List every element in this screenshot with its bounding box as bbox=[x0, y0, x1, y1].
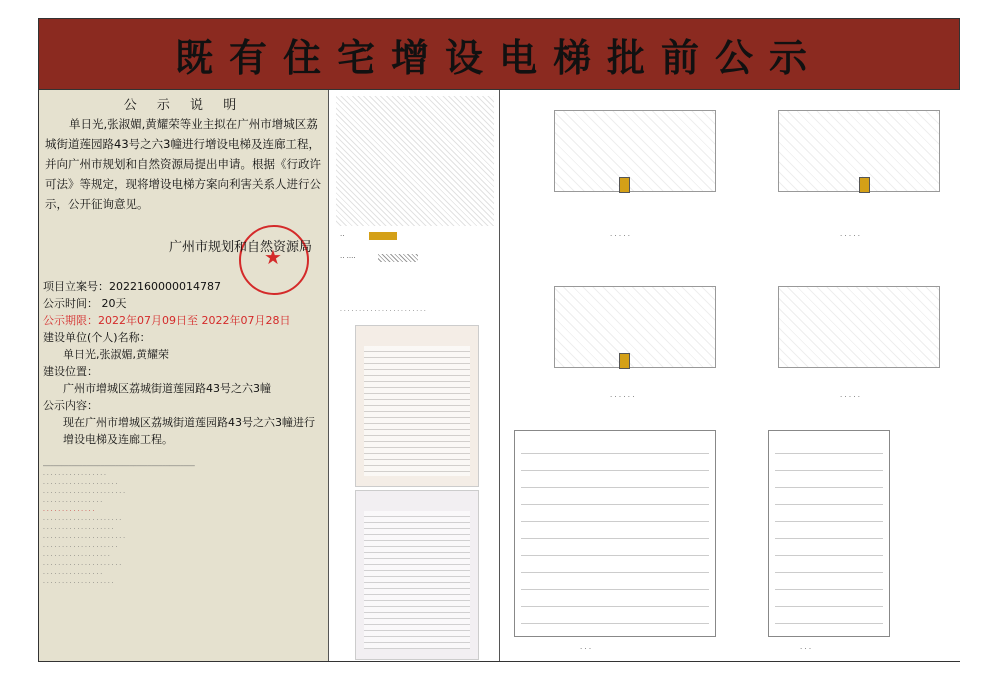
applicant-names: 单日光,张淑媚,黄耀荣 bbox=[63, 348, 169, 361]
page-title: 既有住宅增设电梯批前公示 bbox=[174, 34, 823, 80]
authority-name: 广州市规划和自然资源局 bbox=[169, 240, 313, 255]
document-caption: · · · · · · · · · · · · · · · · · · · · · · · bbox=[340, 308, 426, 315]
legend-row-building: ·· ···· bbox=[340, 254, 490, 262]
site-map-image bbox=[336, 96, 494, 226]
location-value: 广州市增城区荔城街道莲园路43号之六3幢 bbox=[63, 382, 271, 395]
notice-dates: 公示期限：2022年07月09日至 2022年07月28日 bbox=[43, 314, 291, 327]
lift-marker bbox=[619, 353, 630, 369]
title-bar bbox=[38, 18, 960, 90]
notice-duration: 公示时间： 20天 bbox=[43, 297, 127, 310]
content-label: 公示内容： bbox=[43, 399, 98, 412]
location-label: 建设位置： bbox=[43, 365, 98, 378]
project-number: 项目立案号：2022160000014787 bbox=[43, 280, 221, 293]
consent-document-1 bbox=[355, 325, 479, 487]
lift-marker bbox=[859, 177, 870, 193]
floor-plan-1 bbox=[554, 110, 716, 192]
applicant-label: 建设单位(个人)名称： bbox=[43, 331, 151, 344]
notice-heading: 公 示 说 明 bbox=[123, 98, 245, 113]
notice-panel bbox=[39, 90, 329, 661]
drawings-panel bbox=[500, 90, 960, 661]
section-drawing bbox=[768, 430, 890, 637]
floor-plan-2-label: · · · · · bbox=[840, 232, 861, 240]
lift-swatch bbox=[369, 232, 397, 240]
notice-body: 单日光,张淑媚,黄耀荣等业主拟在广州市增城区荔城街道莲园路43号之六3幢进行增设电梯及连廊工程，并向广州市规划和自然资源局提出申请。根据《行政许可法》等规定，现将增设电梯方案向利害关系人进行公示，公开征询意见。 bbox=[45, 117, 321, 211]
elevation-drawing bbox=[514, 430, 716, 637]
fine-print-notes: ────────────────────────────────────────── · · · · · · · · · · · · · · · · · · · · · · · · · · · · · · · · · · · · · · · · · · · · · · · · · · · · · · · · · · · · · · · · · · · · · · · · · · · · · · · · · · · · · · · · · · · · · · · · · · · · · · · · · · · · · · · · · · · · · · · · · · · · · · · · · · · · · · · · · · · · · · · · · · · · · · · · · · · · · · · · · · · · · · · · · · · · · · · · · · · · · · · · · · · · · · · · · · · · · · · · · · · · · · · · · · · · · · · · · · · · · · · · · · · · · · · · · · · · · · · · · · · · · bbox=[43, 463, 195, 587]
lift-marker bbox=[619, 177, 630, 193]
floor-plan-3 bbox=[554, 286, 716, 368]
elevation-label: · · · bbox=[580, 645, 592, 653]
floor-plan-1-label: · · · · · bbox=[610, 232, 631, 240]
floor-plan-4 bbox=[778, 286, 940, 368]
floor-plan-2 bbox=[778, 110, 940, 192]
legend-row-lift: ·· bbox=[340, 232, 490, 240]
floor-plan-4-label: · · · · · bbox=[840, 393, 861, 401]
consent-document-2 bbox=[355, 490, 479, 660]
floor-plan-3-label: · · · · · · bbox=[610, 393, 635, 401]
site-map-panel bbox=[330, 90, 500, 661]
map-legend bbox=[340, 232, 490, 280]
section-label: · · · bbox=[800, 645, 812, 653]
content-value: 现在广州市增城区荔城街道莲园路43号之六3幢进行增设电梯及连廊工程。 bbox=[63, 416, 315, 446]
